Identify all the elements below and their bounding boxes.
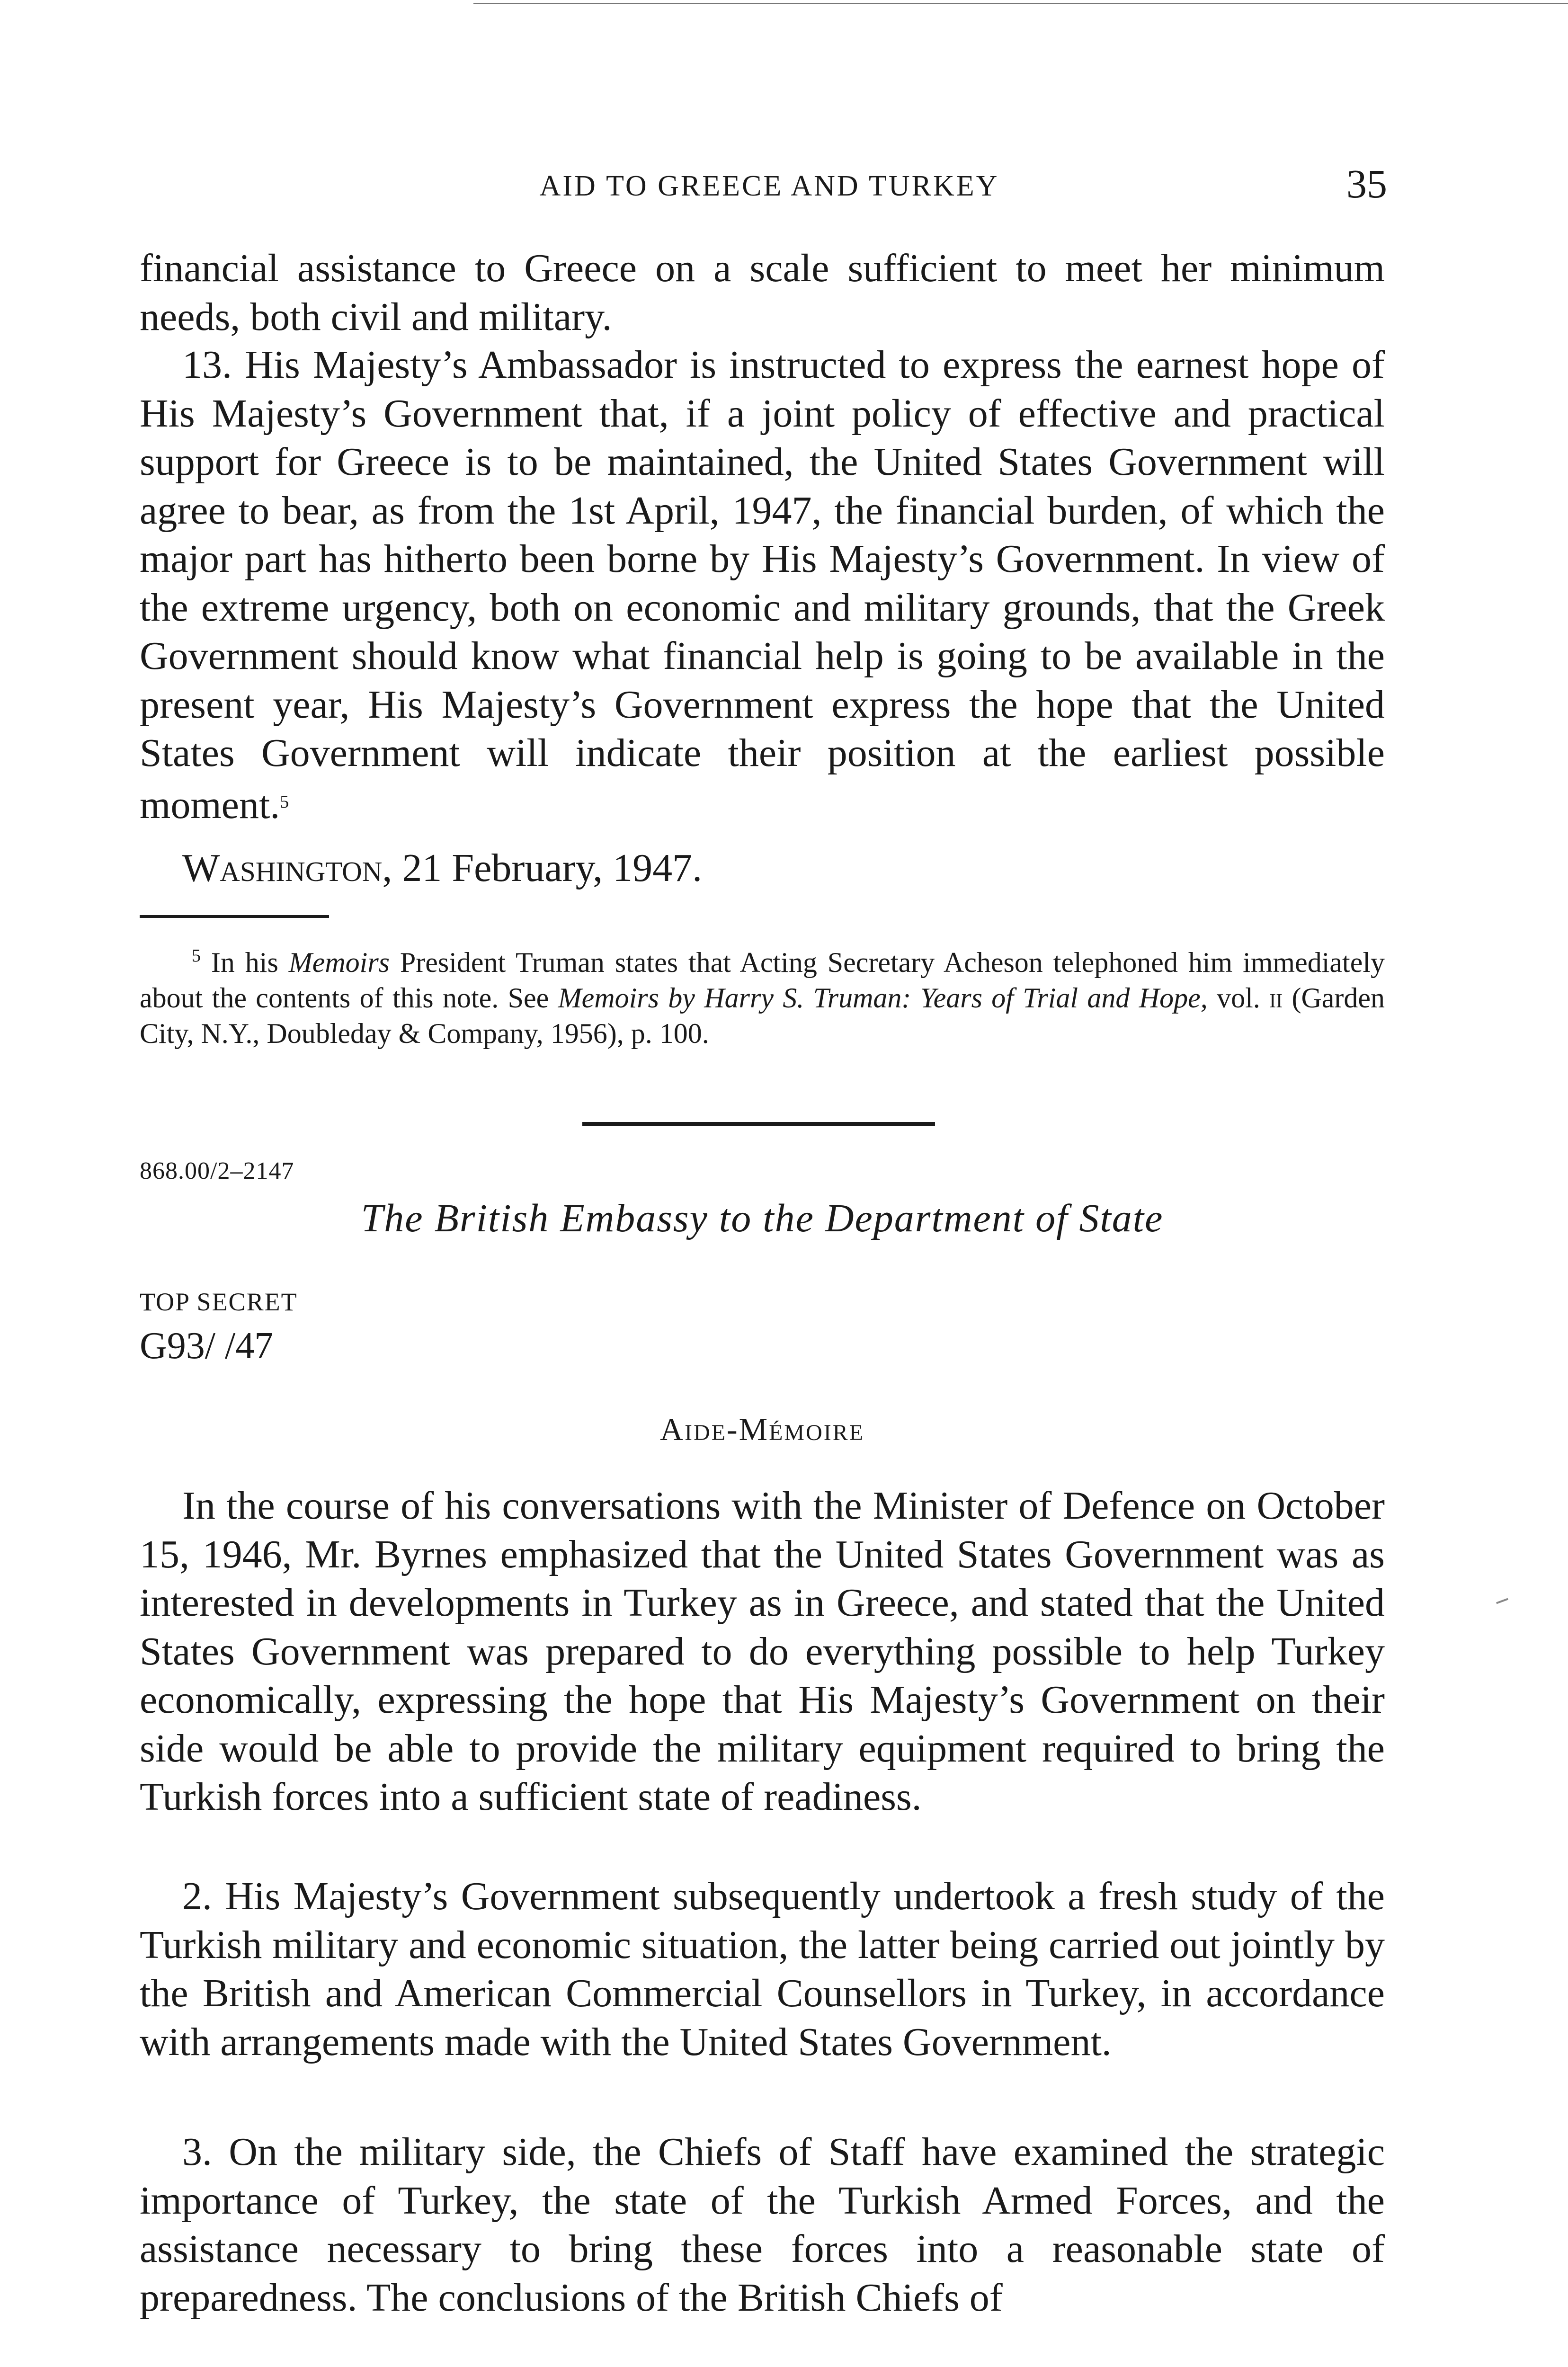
margin-mark [1496,1598,1508,1604]
top-edge-rule [473,3,1568,4]
footnote-text: (Garden City, N.Y., Doubleday & Company, 1956), p. 100. [140,982,1385,1049]
dateline-place: Washington [182,846,383,890]
paragraph-13 [140,341,1385,829]
paragraph-text: 2. His Majesty’s Government subsequently undertook a fresh study of the Turkish military and economic situation, the latter being carried out jointly by the British and American Commercial Counsellors in Turkey, in accordance with arrangements made with the United States Government. [140,1874,1385,2064]
document-heading: The British Embassy to the Department of State [361,1196,1164,1240]
reference-number: G93/ /47 [140,1325,274,1367]
running-header [0,161,1568,208]
classification-label: TOP SECRET [140,1288,298,1316]
dateline-date: , 21 February, 1947. [382,846,703,890]
paragraph-text: In the course of his conversations with the Minister of Defence on October 15, 1946, Mr. Byrnes emphasized that the United States Government was as interested in developments in Turkey as in Greece, and stated that the United States Government was prepared to do everything possible to help Turkey economically, expressing the hope that His Majesty’s Government on their side would be able to provide the military equipment required to bring the Turkish forces into a sufficient state of readiness. [140,1484,1385,1819]
footnote-italic: Memoirs [288,947,390,978]
file-number: 868.00/2–2147 [140,1157,294,1184]
paragraph-text: 3. On the military side, the Chiefs of Staff have examined the strategic importance of Turkey, the state of the Turkish Armed Forces, and the assistance necessary to bring these forces into a reasonable state of preparedness. The conclusions of the British Chiefs of [140,2130,1385,2320]
page-number: 35 [1346,161,1387,206]
running-title: AID TO GREECE AND TURKEY [539,170,999,202]
memo-paragraph-3 [140,2128,1385,2322]
section-separator [582,1122,935,1126]
memo-title: Aide-Mémoire [659,1411,865,1447]
footnote-volume: ii [1269,982,1283,1014]
footnote-text: President Truman states that Acting Secretary Acheson telephoned him immediately about the contents of this note. See [140,947,1385,1014]
memo-paragraph-2 [140,1872,1385,2066]
memo-paragraph-1 [140,1482,1385,1822]
paragraph-text: financial assistance to Greece on a scale sufficient to meet her minimum needs, both civil and military. [140,246,1385,339]
continued-paragraph [140,244,1385,341]
footnote-text: In his [201,947,289,978]
dateline [182,845,702,891]
footnote-text: vol. [1207,982,1270,1014]
paragraph-text [140,341,1385,829]
footnote [140,938,1385,1051]
footnote-marker: 5 [192,946,201,966]
footnote-rule [140,915,329,918]
footnote-reference[interactable]: 5 [280,792,289,812]
footnote-book-title: Memoirs by Harry S. Truman: Years of Trial and Hope, [558,982,1208,1014]
paragraph-13-text: 13. His Majesty’s Ambassador is instructed to express the earnest hope of His Majesty’s Government that, if a joint policy of effective and practical support for Greece is to be maintained, the United States Government will agree to bear, as from the 1st April, 1947, the financial burden, of which the major part has hitherto been borne by His Majesty’s Government. In view of the extreme urgency, both on economic and military grounds, that the Greek Government should know what financial help is going to be available in the present year, His Majesty’s Government express the hope that the United States Government will indicate their position at the earliest possible moment. [140,343,1385,827]
